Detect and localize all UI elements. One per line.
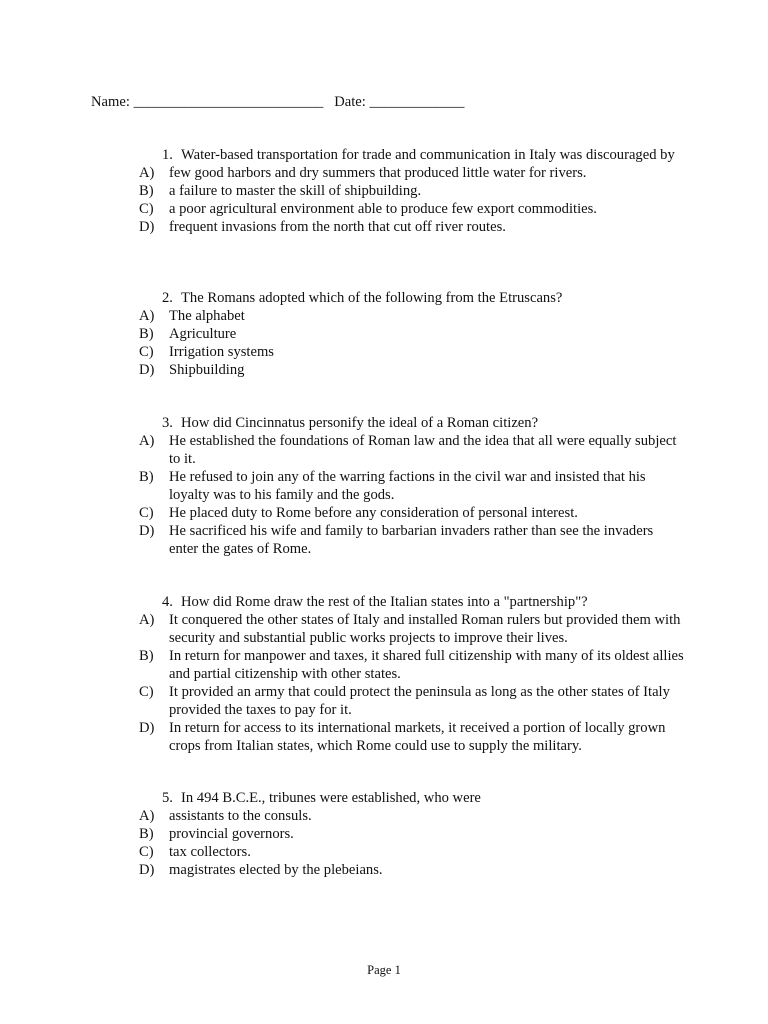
choice-text: In return for manpower and taxes, it shared full citizenship with many of its oldest allies and partial citizenship with other states. [169,648,684,682]
choice-letter: C) [139,344,154,360]
choice-text: a failure to master the skill of shipbuilding. [169,183,422,199]
page-number: Page 1 [367,963,401,977]
question-stem [139,414,684,432]
choice-text: It conquered the other states of Italy and installed Roman rulers but provided them with security and substantial public works projects to improve their lives. [169,612,681,646]
choice-a[interactable] [139,807,684,825]
choice-letter: C) [139,505,154,521]
choice-d[interactable] [139,218,684,236]
choice-letter: D) [139,720,155,736]
choice-text: The alphabet [169,308,245,324]
choice-a[interactable] [139,164,684,182]
choice-d[interactable] [139,361,684,379]
choice-c[interactable] [139,343,684,361]
choice-text: Irrigation systems [169,344,274,360]
question-text: In 494 B.C.E., tribunes were established, who were [181,790,481,806]
choice-letter: C) [139,844,154,860]
question-stem [139,289,684,307]
choice-b[interactable] [139,468,684,504]
choice-text: magistrates elected by the plebeians. [169,862,383,878]
question-number: 4. [162,594,173,610]
question-number: 1. [162,147,173,163]
choice-letter: C) [139,684,154,700]
choice-text: He established the foundations of Roman law and the idea that all were equally subject to it. [169,433,677,467]
date-field[interactable]: _____________ [369,94,465,110]
question-stem [139,146,684,164]
question-stem [139,593,684,611]
choice-letter: D) [139,219,155,235]
choice-letter: B) [139,326,154,342]
question-2 [139,289,684,379]
choice-letter: B) [139,826,154,842]
choice-letter: B) [139,183,154,199]
question-stem [139,789,684,807]
choice-text: a poor agricultural environment able to produce few export commodities. [169,201,597,217]
choice-text: He refused to join any of the warring factions in the civil war and insisted that his loyalty was to his family and the gods. [169,469,646,503]
name-label: Name: [91,94,130,110]
question-number: 3. [162,415,173,431]
choice-b[interactable] [139,182,684,200]
question-number: 2. [162,290,173,306]
choice-letter: A) [139,165,155,181]
question-text: Water-based transportation for trade and communication in Italy was discouraged by [181,147,675,163]
choice-letter: B) [139,648,154,664]
choice-text: He sacrificed his wife and family to barbarian invaders rather than see the invaders enter the gates of Rome. [169,523,654,557]
choice-text: Agriculture [169,326,237,342]
choice-text: tax collectors. [169,844,251,860]
question-4 [139,593,684,755]
choice-letter: A) [139,433,155,449]
choice-text: few good harbors and dry summers that produced little water for rivers. [169,165,587,181]
choice-letter: D) [139,523,155,539]
question-text: How did Rome draw the rest of the Italian states into a "partnership"? [181,594,588,610]
choice-letter: D) [139,862,155,878]
choice-letter: A) [139,808,155,824]
name-field[interactable]: __________________________ [133,94,324,110]
choice-c[interactable] [139,683,684,719]
choice-letter: A) [139,308,155,324]
choice-b[interactable] [139,325,684,343]
choice-d[interactable] [139,719,684,755]
choice-b[interactable] [139,647,684,683]
choice-text: assistants to the consuls. [169,808,312,824]
choice-text: provincial governors. [169,826,294,842]
choice-text: It provided an army that could protect the peninsula as long as the other states of Italy provided the taxes to pay for it. [169,684,670,718]
name-date-header [91,93,464,111]
choice-c[interactable] [139,200,684,218]
question-3 [139,414,684,558]
choice-a[interactable] [139,307,684,325]
choice-c[interactable] [139,843,684,861]
choice-c[interactable] [139,504,684,522]
choice-a[interactable] [139,611,684,647]
choice-letter: C) [139,201,154,217]
question-number: 5. [162,790,173,806]
choice-letter: B) [139,469,154,485]
choice-text: In return for access to its international markets, it received a portion of locally grown crops from Italian states, which Rome could use to supply the military. [169,720,666,754]
choice-d[interactable] [139,861,684,879]
date-label: Date: [334,94,366,110]
question-5 [139,789,684,879]
choice-d[interactable] [139,522,684,558]
choice-letter: A) [139,612,155,628]
choice-a[interactable] [139,432,684,468]
choice-b[interactable] [139,825,684,843]
question-1 [139,146,684,236]
question-text: How did Cincinnatus personify the ideal of a Roman citizen? [181,415,539,431]
question-text: The Romans adopted which of the following from the Etruscans? [181,290,563,306]
choice-text: Shipbuilding [169,362,245,378]
choice-text: frequent invasions from the north that cut off river routes. [169,219,506,235]
choice-letter: D) [139,362,155,378]
choice-text: He placed duty to Rome before any consideration of personal interest. [169,505,578,521]
